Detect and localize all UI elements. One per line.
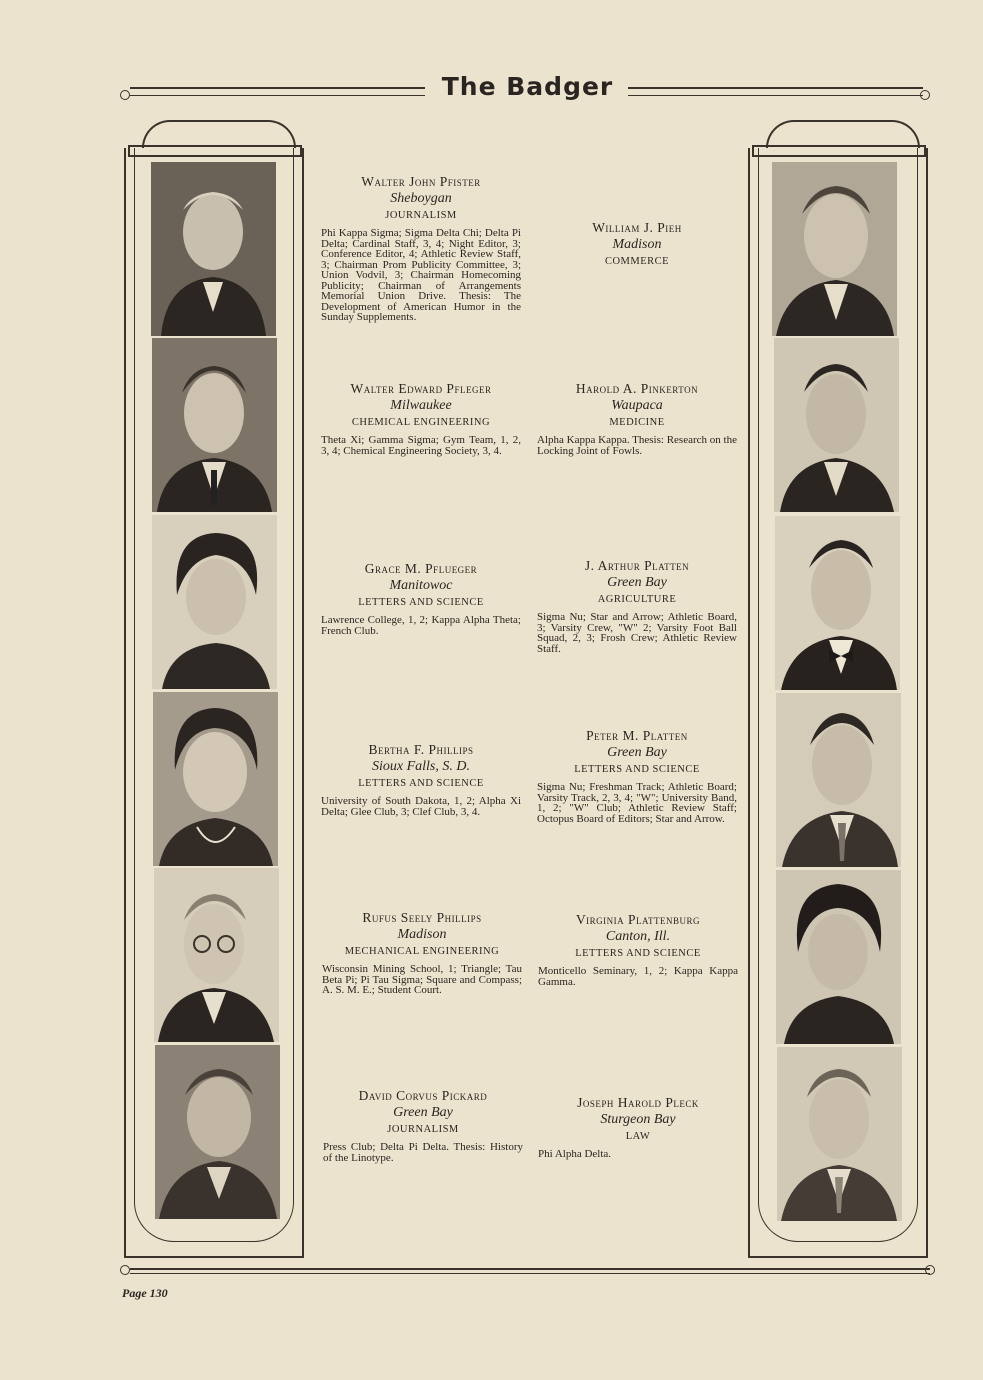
student-entry: [323, 1088, 523, 1163]
student-name: Walter John Pfister: [361, 174, 481, 189]
student-entry: [321, 561, 521, 636]
student-entry: [321, 174, 521, 323]
student-school: JOURNALISM: [385, 210, 457, 221]
student-hometown: Madison: [612, 237, 662, 252]
student-school: CHEMICAL ENGINEERING: [351, 417, 491, 428]
student-hometown: Manitowoc: [389, 578, 453, 593]
student-school: MECHANICAL ENGINEERING: [344, 946, 500, 957]
portrait-photo: [152, 515, 277, 689]
header-rule-right-top: [628, 87, 923, 89]
portrait-photo: [777, 1047, 902, 1221]
student-hometown: Milwaukee: [390, 398, 452, 413]
student-entry: [321, 742, 521, 817]
portrait-photo: [153, 692, 278, 866]
student-activities: Press Club; Delta Pi Delta. Thesis: History of the Linotype.: [323, 1141, 523, 1164]
student-entry: [537, 728, 737, 824]
student-entry: [322, 910, 522, 996]
header-left-scroll-ornament: [120, 90, 130, 100]
student-hometown: Sioux Falls, S. D.: [372, 759, 470, 774]
student-name: Bertha F. Phillips: [368, 742, 474, 757]
footer-right-scroll-ornament: [925, 1265, 935, 1275]
student-name: Harold A. Pinkerton: [575, 381, 699, 396]
student-name: William J. Pieh: [592, 220, 682, 235]
student-school: LETTERS AND SCIENCE: [358, 597, 484, 608]
right-column-cap: [766, 120, 920, 148]
footer-rule-bottom: [130, 1273, 930, 1274]
header-rule-right-bottom: [628, 95, 923, 96]
student-activities: Phi Alpha Delta.: [538, 1148, 612, 1160]
portrait-photo: [155, 1045, 280, 1219]
page-number: Page 130: [122, 1286, 168, 1300]
student-hometown: Green Bay: [393, 1105, 453, 1120]
student-name: Rufus Seely Phillips: [362, 910, 482, 925]
student-entry: [321, 381, 521, 456]
student-entry: [537, 220, 737, 269]
student-activities: Monticello Seminary, 1, 2; Kappa Kappa Gamma.: [538, 965, 738, 988]
student-name: David Corvus Pickard: [358, 1088, 488, 1103]
student-activities: University of South Dakota, 1, 2; Alpha Xi Delta; Glee Club, 3; Clef Club, 3, 4.: [321, 795, 521, 818]
portrait-photo: [151, 162, 276, 336]
student-name: Peter M. Platten: [586, 728, 688, 743]
student-school: LETTERS AND SCIENCE: [575, 948, 701, 959]
student-hometown: Sheboygan: [390, 191, 452, 206]
student-name: J. Arthur Platten: [584, 558, 690, 573]
student-school: LETTERS AND SCIENCE: [358, 778, 484, 789]
student-hometown: Waupaca: [611, 398, 663, 413]
student-name: Joseph Harold Pleck: [577, 1095, 699, 1110]
student-school: JOURNALISM: [387, 1124, 459, 1135]
student-hometown: Green Bay: [607, 745, 667, 760]
student-name: Grace M. Pflueger: [364, 561, 478, 576]
portrait-photo: [776, 693, 901, 867]
student-hometown: Sturgeon Bay: [600, 1112, 676, 1127]
student-activities: Theta Xi; Gamma Sigma; Gym Team, 1, 2, 3, 4; Chemical Engineering Society, 3, 4.: [321, 434, 521, 457]
portrait-photo: [774, 338, 899, 512]
footer-left-scroll-ornament: [120, 1265, 130, 1275]
portrait-photo: [154, 868, 279, 1042]
student-school: LAW: [625, 1131, 651, 1142]
student-name: Virginia Plattenburg: [575, 912, 701, 927]
portrait-photo: [776, 870, 901, 1044]
page-title: The Badger: [441, 72, 614, 101]
portrait-photo: [772, 162, 897, 336]
student-school: MEDICINE: [609, 417, 665, 428]
student-hometown: Green Bay: [607, 575, 667, 590]
portrait-photo: [775, 516, 900, 690]
student-entry: [538, 1095, 738, 1160]
student-name: Walter Edward Pfleger: [350, 381, 492, 396]
student-school: COMMERCE: [604, 256, 670, 267]
portrait-photo: [152, 338, 277, 512]
student-entry: [538, 912, 738, 987]
student-activities: Alpha Kappa Kappa. Thesis: Research on the Locking Joint of Fowls.: [537, 434, 737, 457]
header-rule-left-top: [130, 87, 425, 89]
student-school: LETTERS AND SCIENCE: [574, 764, 700, 775]
student-entry: [537, 558, 737, 654]
footer-rule-top: [130, 1268, 930, 1270]
student-entry: [537, 381, 737, 456]
student-school: AGRICULTURE: [597, 594, 677, 605]
left-column-cap: [142, 120, 296, 148]
student-activities: Wisconsin Mining School, 1; Triangle; Tau Beta Pi; Pi Tau Sigma; Square and Compass; A. S. M. E.; Student Court.: [322, 963, 522, 996]
student-hometown: Canton, Ill.: [605, 929, 671, 944]
header-rule-left-bottom: [130, 95, 425, 96]
header-right-scroll-ornament: [920, 90, 930, 100]
student-activities: Sigma Nu; Freshman Track; Athletic Board; Varsity Track, 2, 3, 4; "W"; University Band, 1, 2; "W" Club; Athletic Review Staff; Octopus Board of Editors; Star and Arrow.: [537, 781, 737, 825]
student-activities: Lawrence College, 1, 2; Kappa Alpha Theta; French Club.: [321, 614, 521, 637]
student-activities: Phi Kappa Sigma; Sigma Delta Chi; Delta Pi Delta; Cardinal Staff, 3, 4; Night Editor, 3; Conference Editor, 4; Athletic Review Staff, 3; Chairman Prom Publicity Committee, 3; Union Vodvil, 3; Chairman Homecoming Publicity; Chairman of Arrangements Memorial Union Drive. Thesis: The Development of American Humor in the Sunday Supplements.: [321, 227, 521, 323]
student-activities: Sigma Nu; Star and Arrow; Athletic Board, 3; Varsity Crew, "W" 2; Varsity Foot Ball Squad, 2, 3; Frosh Crew; Athletic Review Staff.: [537, 611, 737, 655]
student-hometown: Madison: [397, 927, 447, 942]
